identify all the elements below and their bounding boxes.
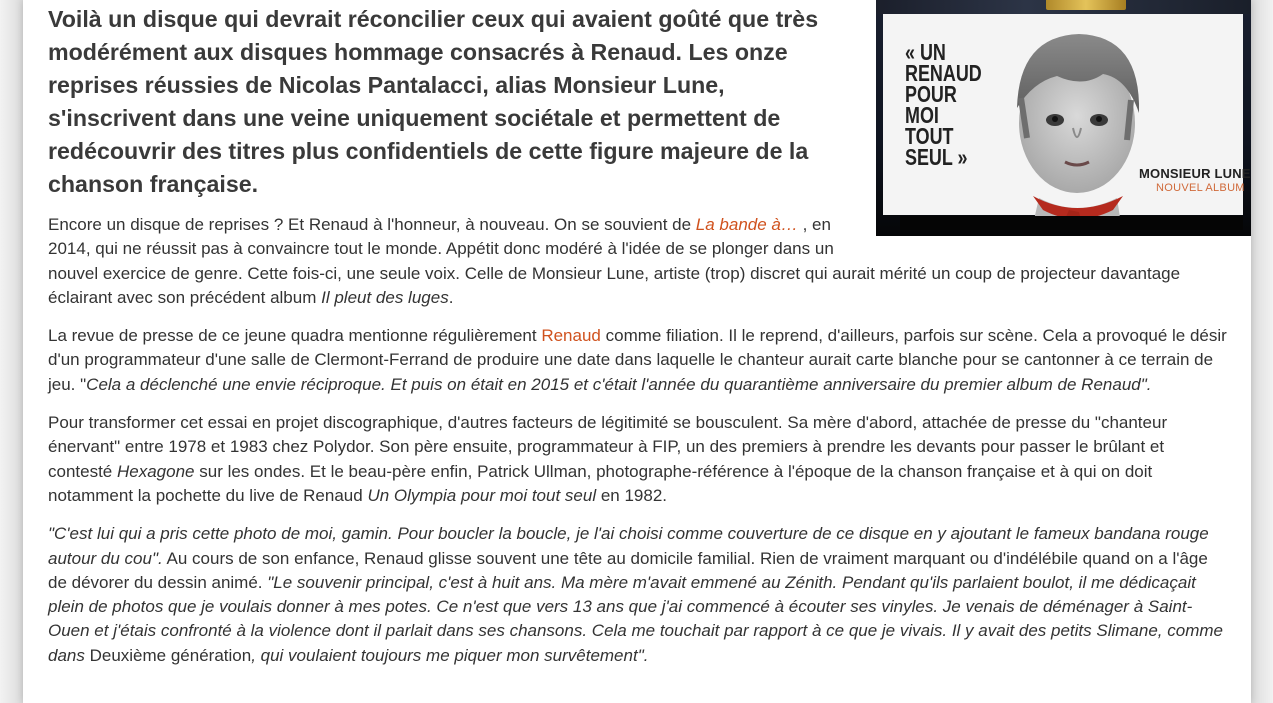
paragraph-text: Pour transformer cet essai en projet discographique, d'autres facteurs de légitimité se bousculent. Sa mère d'abord, attachée de presse du "chanteur énervant" entre 1978 et 1983 chez Polydor. Son père ensuite, programmateur à FIP, un des premiers à prendre les devants pour passer le brûlant et contesté [48,413,1168,481]
paragraph-text: . [448,287,454,307]
cover-title-line: POUR [905,81,957,107]
child-portrait [999,28,1155,228]
cover-title-line: TOUT [905,123,954,149]
article-paragraph [48,324,1231,397]
cover-bottom-strip [900,216,1243,230]
paragraph-text: comme filiation. Il le reprend, d'ailleurs, parfois sur scène. Cela a provoqué le désir d'un programmateur d'une salle de Clermont-Ferrand de produire une date dans laquelle le chanteur aurait carte blanche pour se cantonner à ce terrain de jeu. " [48,326,1227,394]
paragraph-text: Au cours de son enfance, Renaud glisse souvent une tête au domicile familial. Rien de vraiment marquant ou d'indélébile quand on a l'âge de dévorer du dessin animé. [48,548,1208,592]
paragraph-text: La revue de presse de ce jeune quadra mentionne régulièrement [48,326,542,346]
link-la-bande-a[interactable] [696,215,798,234]
cover-title [905,39,982,170]
cover-title-line: SEUL » [905,144,968,170]
song-title: Hexagone [117,461,195,481]
cover-title-line: MOI [905,102,939,128]
cover-artist-name: MONSIEUR LUNE [1139,166,1251,181]
page-background-left [0,0,23,703]
cover-artwork [883,14,1251,215]
quote-text: "C'est lui qui a pris cette photo de moi, gamin. Pour boucler la boucle, je l'ai choisi comme couverture de ce disque en y ajoutant le fameux bandana rouge autour du cou". [48,524,1209,568]
page-background-right [1251,0,1273,703]
paragraph-text: en 1982. [596,485,667,505]
link-text[interactable]: La bande à… [695,215,798,234]
quote-text: Cela a déclenché une envie réciproque. Et puis on était en 2015 et c'était l'année du quarantième anniversaire du premier album de Renaud". [86,374,1152,394]
paragraph-text: , en 2014, qui ne réussit pas à convaincre tout le monde. Appétit donc modéré à l'idée de se plonger dans un nouvel exercice de genre. Cette fois-ci, une seule voix. Celle de Monsieur Lune, artiste (trop) discret qui aurait mérité un coup de projecteur davantage éclairant avec son précédent album [48,215,1181,307]
quote-text: , qui voulaient toujours me piquer mon survêtement". [251,645,649,665]
article-card [23,0,1251,703]
paragraph-text: Encore un disque de reprises ? Et Renaud à l'honneur, à nouveau. On se souvient de [48,215,696,234]
cover-title-line: « UN [905,39,946,65]
album-cover-image [876,0,1251,236]
song-title: Deuxième génération [89,645,252,665]
article-paragraph [48,411,1231,508]
link-renaud[interactable]: Renaud [541,326,601,346]
quote-text: "Le souvenir principal, c'est à huit ans. Ma mère m'avait emmené au Zénith. Pendant qu'ils parlaient boulot, il me dédicaçait plein de photos que je voulais donner à mes potes. Ce n'est que vers 13 ans que j'ai commencé à écouter ses vinyles. Je venais de déménager à Saint-Ouen et j'étais confronté à la violence dont il parlait dans ses chansons. Cela me touchait par rapport à ce que je vivais. Il y avait des petits Slimane, comme dans [48,572,1223,665]
article-intro: Voilà un disque qui devrait réconcilier ceux qui avaient goûté que très modérément aux disques hommage consacrés à Renaud. Les onze reprises réussies de Nicolas Pantalacci, alias Monsieur Lune, s'inscrivent dans une veine uniquement sociétale et permettent de redécouvrir des titres plus confidentiels de cette figure majeure de la chanson française. [48,6,819,197]
cover-subtitle: NOUVEL ALBUM [1156,182,1245,194]
album-title: Il pleut des luges [321,287,449,307]
article-content [48,0,1251,703]
cover-gold-banner [1046,0,1126,10]
paragraph-text: sur les ondes. Et le beau-père enfin, Patrick Ullman, photographe-référence à l'époque de la chanson française et à qui on doit notamment la pochette du live de Renaud [48,461,1153,505]
album-title: Un Olympia pour moi tout seul [367,485,597,505]
cover-title-line: RENAUD [905,60,982,86]
article-paragraph [48,522,1231,668]
